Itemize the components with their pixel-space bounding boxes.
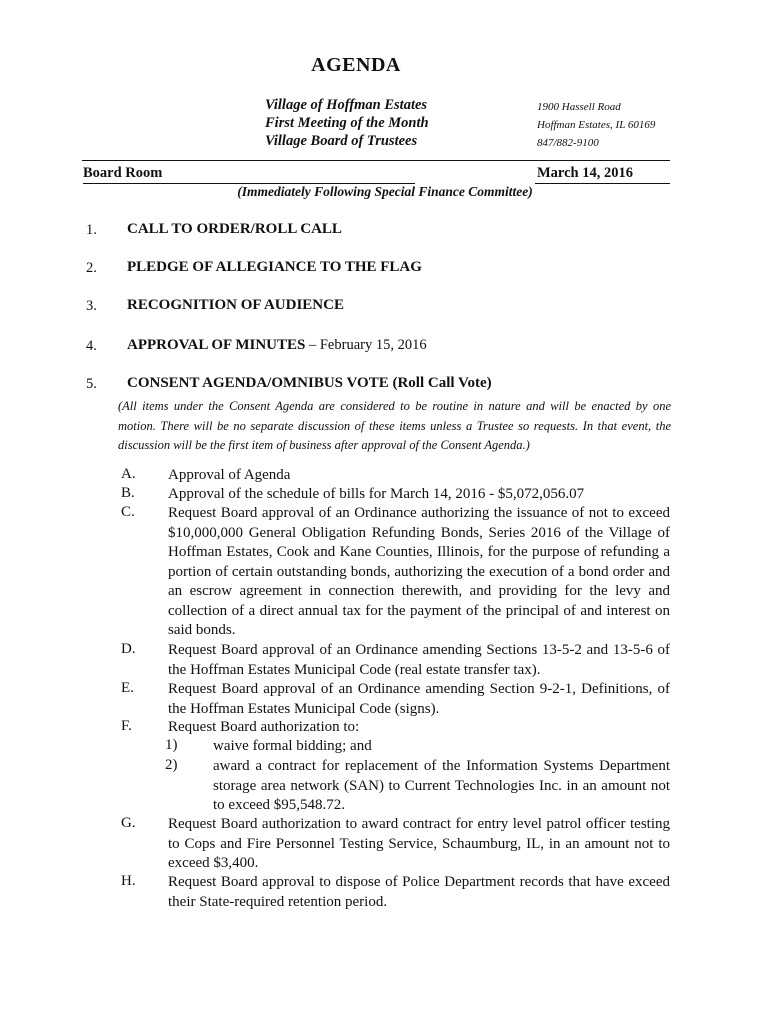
- meeting-date: March 14, 2016: [537, 165, 633, 181]
- agenda-heading-text: CALL TO ORDER/ROLL CALL: [127, 221, 342, 237]
- address-line: 847/882-9100: [537, 137, 599, 149]
- agenda-heading: [127, 259, 422, 276]
- agenda-heading-text: RECOGNITION OF AUDIENCE: [127, 297, 344, 313]
- agenda-number: 1.: [86, 222, 97, 238]
- agenda-heading: [127, 375, 492, 392]
- consent-agenda-note: (All items under the Consent Agenda are considered to be routine in nature and will be enacted by one motion. There will be no separate discussion of these items unless a Trustee so requests. In that event, the discussion will be the first item of business after approval of the Consent Agenda.): [118, 399, 671, 452]
- consent-item-text: Request Board approval to dispose of Police Department records that have exceed their State-required retention period.: [168, 874, 670, 910]
- consent-item-text: Request Board approval of an Ordinance amending Section 9-2-1, Definitions, of the Hoffman Estates Municipal Code (signs).: [168, 681, 670, 717]
- sub-item-number: 1): [165, 737, 178, 753]
- org-line: Village of Hoffman Estates: [265, 97, 428, 113]
- consent-item-text: Request Board authorization to:: [168, 719, 360, 735]
- sub-item-text: waive formal bidding; and: [213, 738, 372, 754]
- agenda-number: 4.: [86, 338, 97, 354]
- header-divider: [82, 160, 670, 161]
- minutes-date: – February 15, 2016: [305, 337, 427, 353]
- consent-item-text: Request Board approval of an Ordinance authorizing the issuance of not to exceed $10,000,000 General Obligation Refunding Bonds, Series 2016 of the Village of Hoffman Estates, Cook and Kane Counties, Illinois, for the purpose of refunding a portion of certain outstanding bonds, authorizing the execution of a bond order and an escrow agreement in connection therewith, and providing for the levy and collection of a direct annual tax for the payment of the principal of and interest on said bonds.: [168, 505, 670, 638]
- agenda-title: AGENDA: [311, 54, 401, 76]
- meeting-location: Board Room: [83, 165, 163, 181]
- agenda-number: 2.: [86, 260, 97, 276]
- consent-item-letter: A.: [121, 466, 136, 482]
- consent-item-text: Approval of the schedule of bills for March 14, 2016 - $5,072,056.07: [168, 486, 585, 502]
- org-line: Village Board of Trustees: [265, 133, 418, 149]
- consent-item-text: Approval of Agenda: [168, 467, 291, 483]
- consent-item-letter: D.: [121, 641, 136, 657]
- consent-item-letter: C.: [121, 504, 135, 520]
- agenda-number: 5.: [86, 376, 97, 392]
- address-line: Hoffman Estates, IL 60169: [537, 119, 656, 131]
- consent-item-text: Request Board approval of an Ordinance amending Sections 13-5-2 and 13-5-6 of the Hoffman Estates Municipal Code (real estate transfer tax).: [168, 642, 670, 678]
- consent-item-letter: G.: [121, 815, 136, 831]
- agenda-heading: [127, 337, 427, 354]
- agenda-number: 3.: [86, 298, 97, 314]
- consent-item-letter: B.: [121, 485, 135, 501]
- sub-item-number: 2): [165, 757, 178, 773]
- consent-item-letter: H.: [121, 873, 136, 889]
- agenda-heading: [127, 221, 342, 238]
- consent-item-letter: F.: [121, 718, 132, 734]
- address-line: 1900 Hassell Road: [537, 101, 621, 113]
- org-line: First Meeting of the Month: [265, 115, 429, 131]
- meeting-subheading: (Immediately Following Special Finance Committee): [237, 184, 533, 199]
- sub-item-text: award a contract for replacement of the Information Systems Department storage area network (SAN) to Current Technologies Inc. in an amount not to exceed $95,548.72.: [213, 758, 670, 813]
- agenda-heading-text: CONSENT AGENDA/OMNIBUS VOTE (Roll Call Vote): [127, 375, 492, 391]
- agenda-heading-text: APPROVAL OF MINUTES: [127, 337, 306, 353]
- address-block: [537, 98, 655, 152]
- organization-block: [265, 96, 429, 150]
- agenda-heading-text: PLEDGE OF ALLEGIANCE TO THE FLAG: [127, 259, 422, 275]
- consent-item-text: Request Board authorization to award contract for entry level patrol officer testing to Cops and Fire Personnel Testing Service, Schaumburg, IL, in an amount not to exceed $3,400.: [168, 816, 670, 871]
- consent-item-letter: E.: [121, 680, 134, 696]
- agenda-heading: [127, 297, 344, 314]
